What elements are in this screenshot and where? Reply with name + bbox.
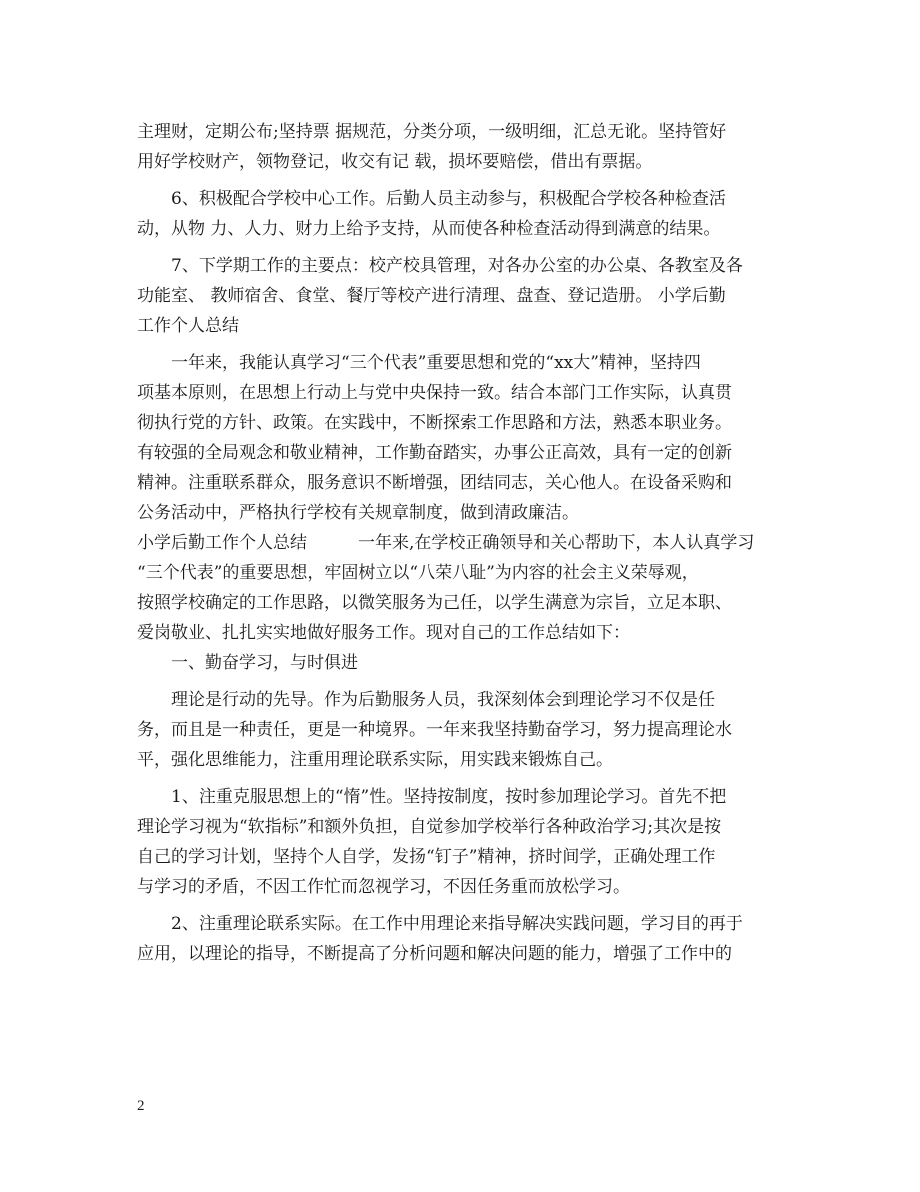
text-line: 爱岗敬业、扎扎实实地做好服务工作。现对自己的工作总结如下： <box>137 623 630 643</box>
text-line: 动，从物 力、人力、财力上给予支持，从而使各种检查活动得到满意的结果。 <box>137 219 721 239</box>
document-body <box>137 117 782 969</box>
section-heading: 一、勤奋学习，与时俱进 <box>171 653 358 673</box>
text-line: “三个代表”的重要思想，牢固树立以“八荣八耻”为内容的社会主义荣辱观， <box>137 563 699 583</box>
text-line: 项基本原则，在思想上行动上与党中央保持一致。结合本部门工作实际，认真贯 <box>137 383 732 403</box>
text-line: 按照学校确定的工作思路，以微笑服务为己任，以学生满意为宗旨，立足本职、 <box>137 593 732 613</box>
text-line: 有较强的全局观念和敬业精神，工作勤奋踏实，办事公正高效，具有一定的创新 <box>137 443 732 463</box>
text-line: 务，而且是一种责任，更是一种境界。一年来我坚持勤奋学习，努力提高理论水 <box>137 720 732 740</box>
text-line: 用好学校财产，领物登记，收交有记 载，损坏要赔偿，借出有票据。 <box>137 152 653 172</box>
text-line: 公务活动中，严格执行学校有关规章制度，做到清政廉洁。 <box>137 503 579 523</box>
text-line: 功能室、 教师宿舍、食堂、餐厅等校产进行清理、盘查、登记造册。 小学后勤 <box>137 286 726 306</box>
text-line: 平，强化思维能力，注重用理论联系实际，用实践来锻炼自己。 <box>137 750 613 770</box>
text-line: 小学后勤工作个人总结 一年来,在学校正确领导和关心帮助下，本人认真学习 <box>137 533 755 553</box>
page-number: 2 <box>137 1098 145 1114</box>
text-line: 一年来，我能认真学习“三个代表”重要思想和党的“xx大”精神，坚持四 <box>171 353 701 373</box>
text-line: 工作个人总结 <box>137 316 239 336</box>
text-line: 应用，以理论的指导，不断提高了分析问题和解决问题的能力，增强了工作中的 <box>137 944 732 964</box>
text-line: 6、积极配合学校中心工作。后勤人员主动参与，积极配合学校各种检查活 <box>171 189 726 209</box>
text-line: 自己的学习计划，坚持个人自学，发扬“钉子”精神，挤时间学，正确处理工作 <box>137 847 716 867</box>
text-line: 1、注重克服思想上的“惰”性。坚持按制度，按时参加理论学习。首先不把 <box>171 787 727 807</box>
text-line: 2、注重理论联系实际。在工作中用理论来指导解决实践问题，学习目的再于 <box>171 914 743 934</box>
text-line: 精神。注重联系群众，服务意识不断增强，团结同志，关心他人。在设备采购和 <box>137 473 732 493</box>
text-line: 彻执行党的方针、政策。在实践中，不断探索工作思路和方法，熟悉本职业务。 <box>137 413 732 433</box>
text-line: 7、下学期工作的主要点：校产校具管理，对各办公室的办公桌、各教室及各 <box>171 256 743 276</box>
text-line: 与学习的矛盾，不因工作忙而忽视学习，不因任务重而放松学习。 <box>137 877 630 897</box>
text-line: 主理财，定期公布;坚持票 据规范，分类分项，一级明细，汇总无讹。坚持管好 <box>137 122 727 142</box>
text-line: 理论学习视为“软指标”和额外负担，自觉参加学校举行各种政治学习;其次是按 <box>137 817 722 837</box>
text-line: 理论是行动的先导。作为后勤服务人员，我深刻体会到理论学习不仅是任 <box>171 690 715 710</box>
